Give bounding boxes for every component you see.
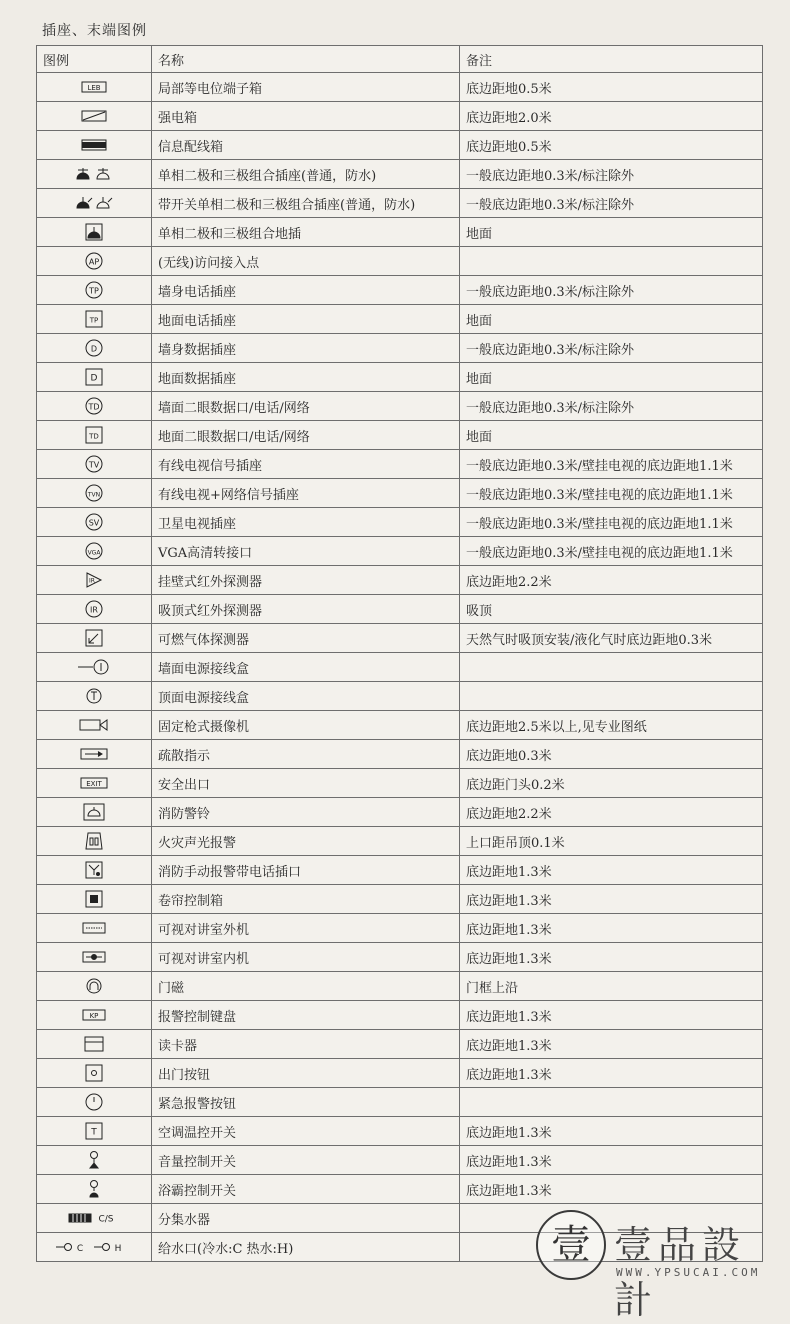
legend-symbol bbox=[37, 537, 152, 566]
item-name: 消防警铃 bbox=[152, 798, 460, 827]
item-note: 地面 bbox=[460, 421, 763, 450]
item-note bbox=[460, 653, 763, 682]
leb-box-icon bbox=[43, 81, 145, 93]
gas-detector-icon bbox=[43, 629, 145, 647]
item-note: 底边距地2.2米 bbox=[460, 798, 763, 827]
legend-symbol bbox=[37, 682, 152, 711]
item-name: 分集水器 bbox=[152, 1204, 460, 1233]
item-name: 固定枪式摄像机 bbox=[152, 711, 460, 740]
table-row bbox=[37, 711, 763, 740]
icon-text-t: T bbox=[91, 1127, 97, 1138]
icon-text-tv: TV bbox=[88, 460, 100, 470]
item-name: 墙面电源接线盒 bbox=[152, 653, 460, 682]
item-name: 强电箱 bbox=[152, 102, 460, 131]
table-row bbox=[37, 885, 763, 914]
item-name: 顶面电源接线盒 bbox=[152, 682, 460, 711]
item-name: 可视对讲室外机 bbox=[152, 914, 460, 943]
item-name: 带开关单相二极和三极组合插座(普通，防水) bbox=[152, 189, 460, 218]
table-row bbox=[37, 479, 763, 508]
icon-text-tp: TP bbox=[89, 316, 99, 325]
legend-symbol bbox=[37, 711, 152, 740]
item-name: 墙身电话插座 bbox=[152, 276, 460, 305]
table-row bbox=[37, 769, 763, 798]
item-name: 吸顶式红外探测器 bbox=[152, 595, 460, 624]
tv-network-socket-icon bbox=[43, 484, 145, 502]
legend-symbol bbox=[37, 73, 152, 102]
icon-text-ap: AP bbox=[88, 257, 100, 267]
water-manifold-icon bbox=[43, 1211, 145, 1225]
table-row bbox=[37, 653, 763, 682]
legend-symbol bbox=[37, 798, 152, 827]
legend-symbol bbox=[37, 450, 152, 479]
table-row bbox=[37, 247, 763, 276]
legend-symbol bbox=[37, 479, 152, 508]
item-name: 卫星电视插座 bbox=[152, 508, 460, 537]
item-name: 有线电视信号插座 bbox=[152, 450, 460, 479]
table-row bbox=[37, 508, 763, 537]
item-note: 底边距地1.3米 bbox=[460, 1146, 763, 1175]
item-note: 一般底边距地0.3米/壁挂电视的底边距地1.1米 bbox=[460, 450, 763, 479]
legend-symbol bbox=[37, 653, 152, 682]
icon-text-tvn: TVN bbox=[87, 491, 101, 499]
item-note: 一般底边距地0.3米/标注除外 bbox=[460, 160, 763, 189]
wall-ir-detector-icon bbox=[43, 571, 145, 589]
legend-symbol bbox=[37, 624, 152, 653]
legend-table bbox=[36, 45, 763, 1262]
item-name: (无线)访问接入点 bbox=[152, 247, 460, 276]
item-note: 底边距地1.3米 bbox=[460, 943, 763, 972]
icon-text-td: TD bbox=[89, 432, 99, 441]
table-row bbox=[37, 218, 763, 247]
item-name: 地面二眼数据口/电话/网络 bbox=[152, 421, 460, 450]
item-note: 一般底边距地0.3米/壁挂电视的底边距地1.1米 bbox=[460, 479, 763, 508]
item-name: 报警控制键盘 bbox=[152, 1001, 460, 1030]
legend-symbol bbox=[37, 189, 152, 218]
table-row bbox=[37, 102, 763, 131]
item-note: 底边距地2.5米以上,见专业图纸 bbox=[460, 711, 763, 740]
icon-text-vga: VGA bbox=[87, 549, 101, 557]
item-name: 可燃气体探测器 bbox=[152, 624, 460, 653]
ac-thermostat-icon bbox=[43, 1122, 145, 1140]
item-name: 空调温控开关 bbox=[152, 1117, 460, 1146]
table-row bbox=[37, 1117, 763, 1146]
volume-switch-icon bbox=[43, 1150, 145, 1170]
legend-symbol bbox=[37, 363, 152, 392]
item-name: 地面电话插座 bbox=[152, 305, 460, 334]
item-name: 给水口(冷水:C 热水:H) bbox=[152, 1233, 460, 1262]
item-note: 一般底边距地0.3米/标注除外 bbox=[460, 334, 763, 363]
icon-text-ir: IR bbox=[89, 577, 95, 585]
item-name: 挂壁式红外探测器 bbox=[152, 566, 460, 595]
floor-socket-icon bbox=[43, 223, 145, 241]
legend-symbol bbox=[37, 1175, 152, 1204]
wall-data-socket-icon bbox=[43, 339, 145, 357]
fire-alarm-light-icon bbox=[43, 832, 145, 850]
item-note: 底边距地1.3米 bbox=[460, 1175, 763, 1204]
icon-text-leb: LEB bbox=[87, 84, 101, 92]
legend-symbol bbox=[37, 305, 152, 334]
power-distribution-box-icon bbox=[43, 110, 145, 122]
item-note: 一般底边距地0.3米/壁挂电视的底边距地1.1米 bbox=[460, 537, 763, 566]
item-note: 一般底边距地0.3米/壁挂电视的底边距地1.1米 bbox=[460, 508, 763, 537]
table-row bbox=[37, 1030, 763, 1059]
legend-symbol bbox=[37, 218, 152, 247]
item-name: 信息配线箱 bbox=[152, 131, 460, 160]
item-note: 底边距地1.3米 bbox=[460, 885, 763, 914]
legend-symbol bbox=[37, 334, 152, 363]
icon-text-kp: KP bbox=[89, 1012, 99, 1020]
header-name: 名称 bbox=[152, 46, 460, 73]
vga-port-icon bbox=[43, 542, 145, 560]
item-name: 疏散指示 bbox=[152, 740, 460, 769]
item-note bbox=[460, 1088, 763, 1117]
item-note: 底边距门头0.2米 bbox=[460, 769, 763, 798]
legend-symbol bbox=[37, 943, 152, 972]
legend-symbol bbox=[37, 769, 152, 798]
table-header-row bbox=[37, 46, 763, 73]
item-note: 一般底边距地0.3米/标注除外 bbox=[460, 189, 763, 218]
legend-symbol bbox=[37, 102, 152, 131]
table-row bbox=[37, 1175, 763, 1204]
evacuation-sign-icon bbox=[43, 748, 145, 760]
item-note: 地面 bbox=[460, 305, 763, 334]
ceiling-ir-detector-icon bbox=[43, 600, 145, 618]
item-name: 墙面二眼数据口/电话/网络 bbox=[152, 392, 460, 421]
exit-sign-icon bbox=[43, 777, 145, 789]
item-name: 安全出口 bbox=[152, 769, 460, 798]
legend-symbol bbox=[37, 1146, 152, 1175]
item-note: 吸顶 bbox=[460, 595, 763, 624]
exit-button-icon bbox=[43, 1064, 145, 1082]
legend-symbol bbox=[37, 1059, 152, 1088]
table-row bbox=[37, 305, 763, 334]
legend-symbol bbox=[37, 566, 152, 595]
item-note: 底边距地0.3米 bbox=[460, 740, 763, 769]
table-row bbox=[37, 827, 763, 856]
brand-watermark bbox=[536, 1210, 776, 1322]
icon-text-h: H bbox=[114, 1244, 122, 1254]
item-note: 底边距地1.3米 bbox=[460, 1001, 763, 1030]
item-name: 卷帘控制箱 bbox=[152, 885, 460, 914]
legend-symbol bbox=[37, 160, 152, 189]
item-name: 可视对讲室内机 bbox=[152, 943, 460, 972]
floor-dual-data-icon bbox=[43, 426, 145, 444]
item-name: 有线电视+网络信号插座 bbox=[152, 479, 460, 508]
legend-symbol bbox=[37, 1001, 152, 1030]
item-name: 消防手动报警带电话插口 bbox=[152, 856, 460, 885]
table-row bbox=[37, 1088, 763, 1117]
item-name: 局部等电位端子箱 bbox=[152, 73, 460, 102]
wireless-ap-icon bbox=[43, 252, 145, 270]
icon-text-cs: C/S bbox=[98, 1214, 114, 1225]
header-note: 备注 bbox=[460, 46, 763, 73]
card-reader-icon bbox=[43, 1036, 145, 1052]
item-note: 底边距地1.3米 bbox=[460, 1059, 763, 1088]
table-row bbox=[37, 131, 763, 160]
bullet-camera-icon bbox=[43, 717, 145, 733]
wall-phone-socket-icon bbox=[43, 281, 145, 299]
header-legend: 图例 bbox=[37, 46, 152, 73]
item-note: 地面 bbox=[460, 218, 763, 247]
table-row bbox=[37, 624, 763, 653]
emergency-button-icon bbox=[43, 1093, 145, 1111]
table-row bbox=[37, 566, 763, 595]
table-row bbox=[37, 363, 763, 392]
icon-text-c: C bbox=[76, 1244, 84, 1254]
item-note: 底边距地1.3米 bbox=[460, 1117, 763, 1146]
table-row bbox=[37, 1001, 763, 1030]
information-box-icon bbox=[43, 139, 145, 151]
table-row bbox=[37, 1059, 763, 1088]
brand-url: WWW.YPSUCAI.COM bbox=[616, 1266, 761, 1279]
brand-name: 壹品設計 bbox=[614, 1223, 747, 1322]
item-note: 底边距地2.0米 bbox=[460, 102, 763, 131]
legend-symbol bbox=[37, 392, 152, 421]
legend-symbol bbox=[37, 827, 152, 856]
item-name: 墙身数据插座 bbox=[152, 334, 460, 363]
table-row bbox=[37, 595, 763, 624]
legend-symbol bbox=[37, 914, 152, 943]
table-row bbox=[37, 450, 763, 479]
table-row bbox=[37, 334, 763, 363]
water-inlet-icon bbox=[43, 1240, 145, 1254]
legend-symbol bbox=[37, 595, 152, 624]
shutter-control-box-icon bbox=[43, 890, 145, 908]
item-name: 紧急报警按钮 bbox=[152, 1088, 460, 1117]
item-name: 音量控制开关 bbox=[152, 1146, 460, 1175]
item-note: 天然气时吸顶安装/液化气时底边距地0.3米 bbox=[460, 624, 763, 653]
item-note: 一般底边距地0.3米/标注除外 bbox=[460, 276, 763, 305]
legend-symbol bbox=[37, 1204, 152, 1233]
table-row bbox=[37, 1146, 763, 1175]
wall-junction-box-icon bbox=[43, 658, 145, 676]
legend-symbol bbox=[37, 885, 152, 914]
legend-symbol bbox=[37, 131, 152, 160]
icon-text-d: D bbox=[90, 373, 98, 384]
door-magnet-icon bbox=[43, 977, 145, 995]
item-note: 底边距地1.3米 bbox=[460, 1030, 763, 1059]
item-name: 出门按钮 bbox=[152, 1059, 460, 1088]
switched-combo-socket-icon bbox=[43, 195, 145, 211]
legend-symbol bbox=[37, 247, 152, 276]
item-note: 底边距地1.3米 bbox=[460, 914, 763, 943]
item-note bbox=[460, 682, 763, 711]
cable-tv-socket-icon bbox=[43, 455, 145, 473]
legend-symbol bbox=[37, 276, 152, 305]
item-note: 底边距地1.3米 bbox=[460, 856, 763, 885]
legend-symbol bbox=[37, 972, 152, 1001]
table-row bbox=[37, 73, 763, 102]
legend-symbol bbox=[37, 856, 152, 885]
manual-alarm-phone-icon bbox=[43, 861, 145, 879]
legend-symbol bbox=[37, 1030, 152, 1059]
item-name: 单相二极和三极组合地插 bbox=[152, 218, 460, 247]
table-row bbox=[37, 537, 763, 566]
item-note bbox=[460, 247, 763, 276]
item-note: 一般底边距地0.3米/标注除外 bbox=[460, 392, 763, 421]
combo-socket-icon bbox=[43, 166, 145, 182]
bath-heater-switch-icon bbox=[43, 1179, 145, 1199]
icon-text-td: TD bbox=[88, 402, 100, 412]
table-row bbox=[37, 421, 763, 450]
table-row bbox=[37, 160, 763, 189]
legend-symbol bbox=[37, 1088, 152, 1117]
legend-symbol bbox=[37, 740, 152, 769]
icon-text-tp: TP bbox=[89, 286, 99, 296]
floor-data-socket-icon bbox=[43, 368, 145, 386]
item-note: 底边距地0.5米 bbox=[460, 131, 763, 160]
item-name: 火灾声光报警 bbox=[152, 827, 460, 856]
alarm-keypad-icon bbox=[43, 1009, 145, 1021]
intercom-outdoor-icon bbox=[43, 922, 145, 934]
item-name: 门磁 bbox=[152, 972, 460, 1001]
icon-text-exit: EXIT bbox=[86, 780, 102, 788]
brand-seal: 壹 bbox=[536, 1210, 606, 1280]
fire-bell-icon bbox=[43, 803, 145, 821]
item-note: 门框上沿 bbox=[460, 972, 763, 1001]
table-row bbox=[37, 798, 763, 827]
wall-dual-data-icon bbox=[43, 397, 145, 415]
item-name: 单相二极和三极组合插座(普通，防水) bbox=[152, 160, 460, 189]
table-row bbox=[37, 856, 763, 885]
item-note: 底边距地0.5米 bbox=[460, 73, 763, 102]
ceiling-junction-box-icon bbox=[43, 687, 145, 705]
legend-symbol bbox=[37, 421, 152, 450]
table-row bbox=[37, 972, 763, 1001]
table-row bbox=[37, 392, 763, 421]
legend-symbol bbox=[37, 1117, 152, 1146]
table-row bbox=[37, 740, 763, 769]
item-note: 地面 bbox=[460, 363, 763, 392]
legend-symbol bbox=[37, 508, 152, 537]
table-row bbox=[37, 943, 763, 972]
icon-text-d: D bbox=[90, 344, 98, 354]
page-title: 插座、末端图例 bbox=[42, 23, 147, 39]
intercom-indoor-icon bbox=[43, 951, 145, 963]
item-note: 上口距吊顶0.1米 bbox=[460, 827, 763, 856]
table-row bbox=[37, 914, 763, 943]
item-name: 地面数据插座 bbox=[152, 363, 460, 392]
item-note: 底边距地2.2米 bbox=[460, 566, 763, 595]
icon-text-ir: IR bbox=[90, 605, 98, 615]
table-row bbox=[37, 682, 763, 711]
item-name: 读卡器 bbox=[152, 1030, 460, 1059]
floor-phone-socket-icon bbox=[43, 310, 145, 328]
satellite-tv-socket-icon bbox=[43, 513, 145, 531]
legend-symbol bbox=[37, 1233, 152, 1262]
item-name: 浴霸控制开关 bbox=[152, 1175, 460, 1204]
item-name: VGA高清转接口 bbox=[152, 537, 460, 566]
table-row bbox=[37, 276, 763, 305]
table-row bbox=[37, 189, 763, 218]
icon-text-sv: SV bbox=[88, 518, 100, 528]
